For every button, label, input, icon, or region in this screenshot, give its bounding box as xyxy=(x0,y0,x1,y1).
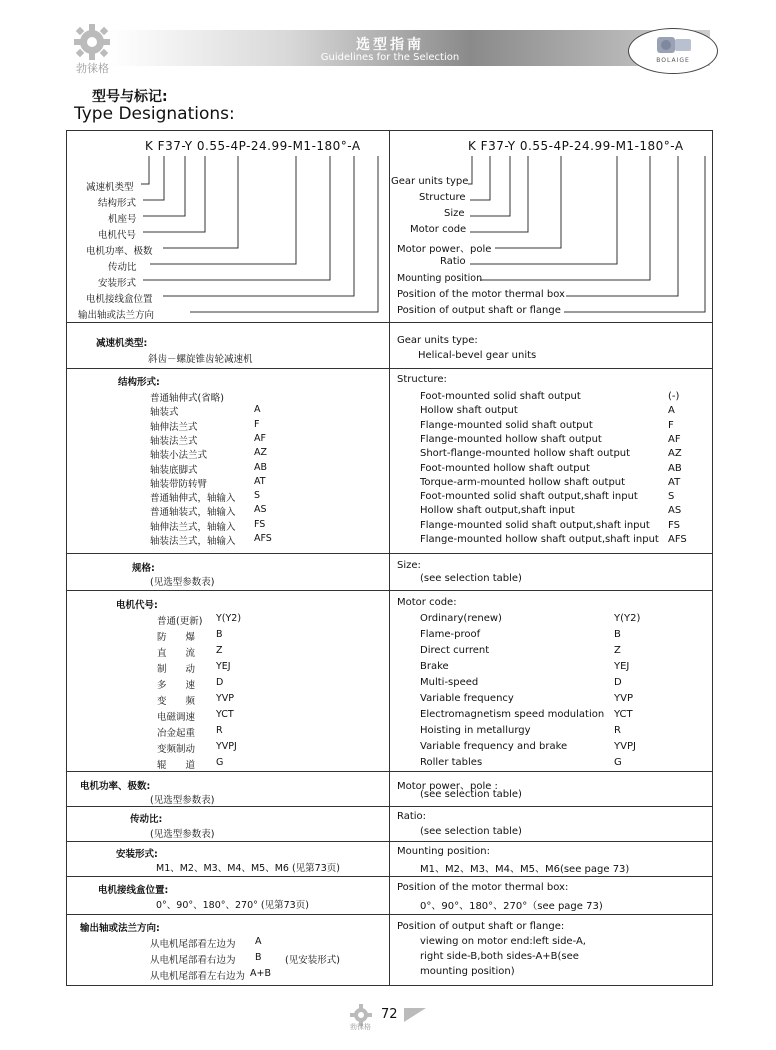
structure-code-en: FS xyxy=(668,520,680,531)
motor-code-en: D xyxy=(614,677,622,688)
motor-code-en: R xyxy=(614,725,621,736)
motor-code-en: G xyxy=(614,757,622,768)
structure-item-cn: 轴装带防转臂 xyxy=(150,479,208,490)
label-cn: 机座号 xyxy=(108,214,137,225)
motor-code-cn: YVPJ xyxy=(216,741,237,752)
output-dir-code-cn: A xyxy=(255,936,262,947)
motor-code-en: YVPJ xyxy=(614,741,636,752)
label-cn: 输出轴或法兰方向 xyxy=(78,310,155,321)
structure-item-cn: 普通轴伸式，轴输入 xyxy=(150,493,236,504)
motor-code-cn: D xyxy=(216,677,224,688)
label-en: Motor power、pole xyxy=(397,244,492,255)
structure-item-en: Hollow shaft output,shaft input xyxy=(420,505,575,516)
label-en: Motor code xyxy=(410,224,467,235)
size-value-en: (see selection table) xyxy=(420,573,522,584)
output-dir-code-cn: B xyxy=(255,952,262,963)
structure-code-en: AT xyxy=(668,477,681,488)
label-cn: 传动比 xyxy=(108,262,137,273)
structure-code-cn: FS xyxy=(254,519,266,530)
motor-power-value-cn: (见选型参数表) xyxy=(150,795,215,806)
output-dir-title-cn: 输出轴或法兰方向: xyxy=(80,923,160,934)
structure-code-cn: AF xyxy=(254,433,266,444)
gear-type-value-cn: 斜齿－螺旋锥齿轮减速机 xyxy=(148,354,253,365)
output-dir-line-en: mounting position) xyxy=(420,966,515,977)
structure-code-cn: F xyxy=(254,419,260,430)
mounting-title-cn: 安装形式: xyxy=(116,849,158,860)
structure-item-en: Hollow shaft output xyxy=(420,405,518,416)
motor-power-value-en: (see selection table) xyxy=(420,789,522,800)
motor-item-cn: 防 爆 xyxy=(157,632,196,643)
structure-code-en: A xyxy=(668,405,675,416)
brand-name-cn: 勃徕格 xyxy=(76,62,109,75)
structure-item-cn: 轴伸法兰式，轴输入 xyxy=(150,522,236,533)
output-dir-code-cn: A+B xyxy=(250,968,271,979)
motor-code-cn: Y(Y2) xyxy=(216,613,242,624)
structure-item-en: Flange-mounted hollow shaft output,shaft input xyxy=(420,534,659,545)
structure-code-cn: S xyxy=(254,490,261,501)
structure-item-cn: 轴装底脚式 xyxy=(150,465,198,476)
row-divider xyxy=(66,914,713,915)
motor-code-title-en: Motor code: xyxy=(397,597,457,608)
structure-item-en: Flange-mounted solid shaft output xyxy=(420,420,593,431)
motor-code-en: YVP xyxy=(614,693,633,704)
output-dir-title-en: Position of output shaft or flange: xyxy=(397,921,565,932)
size-title-cn: 规格: xyxy=(132,563,155,574)
footer-brand: 勃徕格 xyxy=(350,1023,371,1031)
gear-type-title-en: Gear units type: xyxy=(397,335,478,346)
motor-item-en: Multi-speed xyxy=(420,677,479,688)
output-dir-line-en: viewing on motor end:left side-A, xyxy=(420,936,586,947)
label-cn: 电机代号 xyxy=(98,230,137,241)
motor-item-cn: 冶金起重 xyxy=(157,728,196,739)
output-dir-line-en: right side-B,both sides-A+B(see xyxy=(420,951,579,962)
label-cn: 安装形式 xyxy=(98,278,137,289)
mounting-title-en: Mounting position: xyxy=(397,846,490,857)
motor-code-en: Y(Y2) xyxy=(614,613,641,624)
motor-power-title-cn: 电机功率、极数: xyxy=(80,781,151,792)
output-dir-text-cn: 从电机尾部看右边为 xyxy=(150,955,236,966)
structure-item-en: Foot-mounted solid shaft output xyxy=(420,391,581,402)
structure-code-cn: AB xyxy=(254,462,268,473)
label-en: Gear units type xyxy=(391,176,469,187)
motor-code-cn: YEJ xyxy=(216,661,231,672)
motor-item-en: Electromagnetism speed modulation xyxy=(420,709,605,720)
motor-item-en: Roller tables xyxy=(420,757,483,768)
motor-item-en: Variable frequency and brake xyxy=(420,741,568,752)
motor-item-cn: 电磁调速 xyxy=(157,712,196,723)
structure-item-cn: 轴装法兰式，轴输入 xyxy=(150,536,236,547)
motor-item-en: Hoisting in metallurgy xyxy=(420,725,531,736)
structure-code-en: F xyxy=(668,420,674,431)
label-en: Mounting position xyxy=(397,273,483,284)
row-divider xyxy=(66,806,713,807)
label-en: Structure xyxy=(419,192,466,203)
page-number: 72 xyxy=(381,1007,398,1022)
row-divider xyxy=(66,841,713,842)
motor-item-cn: 普通(更新) xyxy=(157,616,203,627)
structure-item-cn: 轴装式 xyxy=(150,407,179,418)
motor-item-en: Ordinary(renew) xyxy=(420,613,502,624)
row-divider xyxy=(66,590,713,591)
structure-code-en: AF xyxy=(668,434,681,445)
structure-code-en: AFS xyxy=(668,534,687,545)
mounting-value-en: M1、M2、M3、M4、M5、M6(see page 73) xyxy=(420,864,630,875)
structure-item-cn: 轴装小法兰式 xyxy=(150,450,208,461)
structure-code-en: AZ xyxy=(668,448,682,459)
motor-item-en: Brake xyxy=(420,661,449,672)
motor-code-cn: YCT xyxy=(216,709,234,720)
structure-code-en: (-) xyxy=(668,391,680,402)
structure-code-en: AB xyxy=(668,463,682,474)
thermal-box-value-en: 0°、90°、180°、270°（see page 73) xyxy=(420,901,603,912)
row-divider xyxy=(66,368,713,369)
motor-code-cn: YVP xyxy=(216,693,235,704)
thermal-box-title-cn: 电机接线盒位置: xyxy=(98,885,169,896)
structure-item-en: Flange-mounted solid shaft output,shaft input xyxy=(420,520,650,531)
motor-power-title-en: Motor power、pole : xyxy=(397,781,498,792)
label-en: Position of the motor thermal box xyxy=(397,289,565,300)
brand-name-en: BOLAIGE xyxy=(656,57,690,64)
output-dir-note-cn: (见安装形式) xyxy=(285,955,340,966)
motor-code-cn: B xyxy=(216,629,223,640)
structure-code-en: S xyxy=(668,491,675,502)
ratio-title-cn: 传动比: xyxy=(130,814,163,825)
header-title: 选型指南 xyxy=(356,37,424,53)
structure-item-en: Flange-mounted hollow shaft output xyxy=(420,434,602,445)
structure-code-cn: AZ xyxy=(254,447,268,458)
motor-code-cn: Z xyxy=(216,645,223,656)
motor-item-cn: 直 流 xyxy=(157,648,196,659)
motor-item-cn: 制 动 xyxy=(157,664,196,675)
label-en: Ratio xyxy=(440,256,466,267)
structure-code-en: AS xyxy=(668,505,682,516)
page-title-cn: 型号与标记: xyxy=(92,89,168,105)
row-divider xyxy=(66,771,713,772)
structure-item-en: Foot-mounted hollow shaft output xyxy=(420,463,590,474)
structure-title-en: Structure: xyxy=(397,374,447,385)
motor-item-cn: 多 速 xyxy=(157,680,196,691)
motor-code-en: B xyxy=(614,629,621,640)
structure-item-en: Foot-mounted solid shaft output,shaft input xyxy=(420,491,638,502)
mounting-value-cn: M1、M2、M3、M4、M5、M6 (见第73页) xyxy=(156,863,340,874)
structure-item-en: Short-flange-mounted hollow shaft output xyxy=(420,448,631,459)
thermal-box-title-en: Position of the motor thermal box: xyxy=(397,882,569,893)
size-title-en: Size: xyxy=(397,560,421,571)
motor-code-title-cn: 电机代号: xyxy=(116,600,158,611)
motor-item-en: Variable frequency xyxy=(420,693,514,704)
output-dir-text-cn: 从电机尾部看左右边为 xyxy=(150,971,246,982)
structure-item-en: Torque-arm-mounted hollow shaft output xyxy=(420,477,626,488)
gear-type-title-cn: 减速机类型: xyxy=(96,338,148,349)
label-cn: 结构形式 xyxy=(98,198,137,209)
page-title-en: Type Designations: xyxy=(74,104,235,124)
label-cn: 电机接线盒位置 xyxy=(86,294,153,305)
label-cn: 电机功率、极数 xyxy=(86,246,153,257)
structure-item-cn: 轴伸法兰式 xyxy=(150,422,198,433)
structure-code-cn: A xyxy=(254,404,261,415)
designation-code-cn: K F37-Y 0.55-4P-24.99-M1-180°-A xyxy=(145,139,361,153)
structure-code-cn: AFS xyxy=(254,533,272,544)
label-en: Position of output shaft or flange xyxy=(397,305,561,316)
size-value-cn: (见选型参数表) xyxy=(150,577,215,588)
structure-item-cn: 普通轴伸式(省略) xyxy=(150,393,224,404)
motor-code-en: YEJ xyxy=(614,661,630,672)
motor-item-cn: 辊 道 xyxy=(157,760,196,771)
thermal-box-value-cn: 0°、90°、180°、270° (见第73页) xyxy=(156,900,309,911)
label-cn: 减速机类型 xyxy=(86,182,134,193)
footer-triangle xyxy=(404,1008,426,1022)
row-divider xyxy=(66,876,713,877)
ratio-title-en: Ratio: xyxy=(397,811,427,822)
structure-code-cn: AS xyxy=(254,504,267,515)
structure-item-cn: 轴装法兰式 xyxy=(150,436,198,447)
motor-code-cn: G xyxy=(216,757,224,768)
motor-code-en: Z xyxy=(614,645,621,656)
designation-code-en: K F37-Y 0.55-4P-24.99-M1-180°-A xyxy=(468,139,684,153)
structure-title-cn: 结构形式: xyxy=(118,377,160,388)
header-subtitle: Guidelines for the Selection xyxy=(320,52,460,63)
output-dir-text-cn: 从电机尾部看左边为 xyxy=(150,939,236,950)
label-en: Size xyxy=(444,208,465,219)
structure-item-cn: 普通轴装式，轴输入 xyxy=(150,507,236,518)
motor-item-en: Direct current xyxy=(420,645,490,656)
ratio-value-cn: (见选型参数表) xyxy=(150,829,215,840)
ratio-value-en: (see selection table) xyxy=(420,826,522,837)
gear-type-value-en: Helical-bevel gear units xyxy=(418,350,537,361)
row-divider xyxy=(66,553,713,554)
structure-code-cn: AT xyxy=(254,476,266,487)
motor-item-cn: 变 频 xyxy=(157,696,196,707)
motor-code-en: YCT xyxy=(614,709,633,720)
motor-item-cn: 变频制动 xyxy=(157,744,196,755)
motor-code-cn: R xyxy=(216,725,223,736)
motor-item-en: Flame-proof xyxy=(420,629,481,640)
